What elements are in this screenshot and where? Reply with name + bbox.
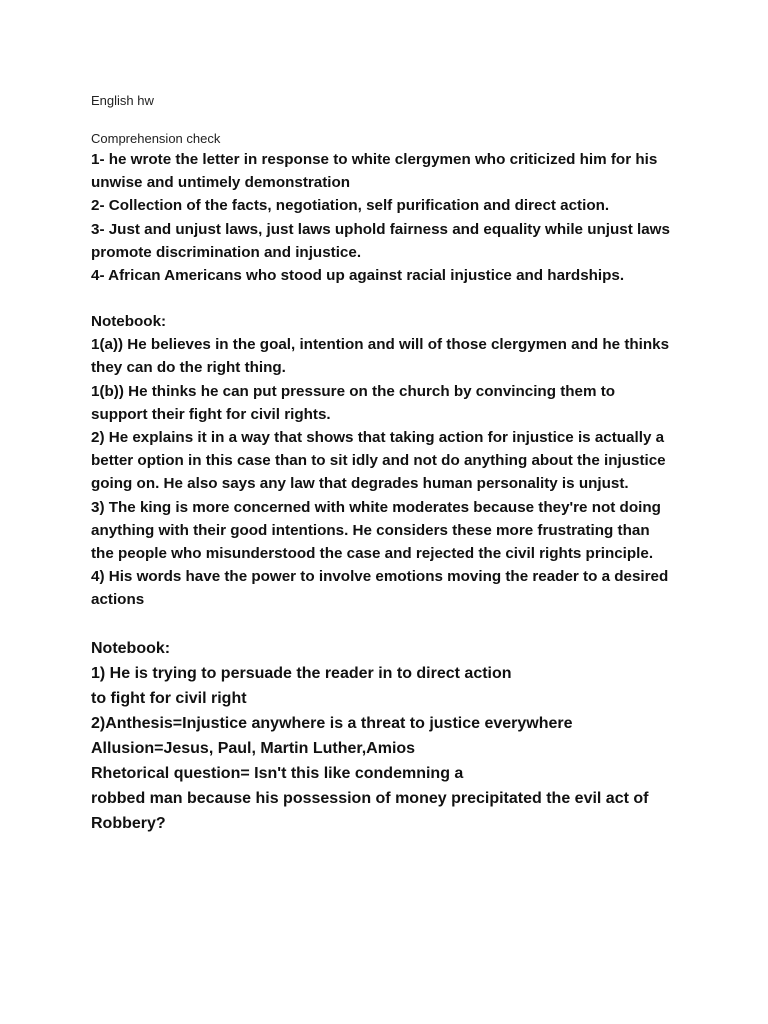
notebook-1-item-2: 2) He explains it in a way that shows that taking action for injustice is actually a better option in this case than to sit idly and not do anything about the injustice going on. He also says any law that degrades human personality is unjust. [91,429,666,493]
comprehension-answer-2: 2- Collection of the facts, negotiation, self purification and direct action. [91,197,610,215]
comprehension-answer-3: 3- Just and unjust laws, just laws uphold fairness and equality while unjust laws promote discrimination and injustice. [91,220,670,261]
comprehension-answers [91,148,691,287]
notebook-2-item-rhetorical-question: Rhetorical question= Isn't this like condemning a robbed man because his possession of money precipitated the evil act of Robbery? [91,765,649,832]
notebook-1-item-4: 4) His words have the power to involve emotions moving the reader to a desired actions [91,568,669,609]
notebook-1-item-1b: 1(b)) He thinks he can put pressure on the church by convincing them to support their fight for civil rights. [91,382,616,423]
notebook-section-2 [91,636,691,836]
comprehension-answer-4: 4- African Americans who stood up against racial injustice and hardships. [91,267,625,285]
notebook-1-heading: Notebook: [91,313,167,330]
notebook-2-item-antithesis: 2)Anthesis=Injustice anywhere is a threat to justice everywhere [91,715,573,732]
notebook-section-1 [91,310,691,612]
notebook-2-item-1: 1) He is trying to persuade the reader in to direct action to fight for civil right [91,665,512,707]
comprehension-answer-1: 1- he wrote the letter in response to white clergymen who criticized him for his unwise and untimely demonstration [91,151,658,192]
notebook-2-heading: Notebook: [91,640,171,657]
notebook-1-item-3: 3) The king is more concerned with white moderates because they're not doing anything with their good intentions. He considers these more frustrating than the people who misunderstood the case and rejected the civil rights principle. [91,498,661,563]
comprehension-check-label: Comprehension check [91,131,221,146]
notebook-1-item-1a: 1(a)) He believes in the goal, intention and will of those clergymen and he thinks they can do the right thing. [91,336,670,377]
notebook-2-item-allusion: Allusion=Jesus, Paul, Martin Luther,Amios [91,740,416,757]
document-title: English hw [91,93,154,108]
